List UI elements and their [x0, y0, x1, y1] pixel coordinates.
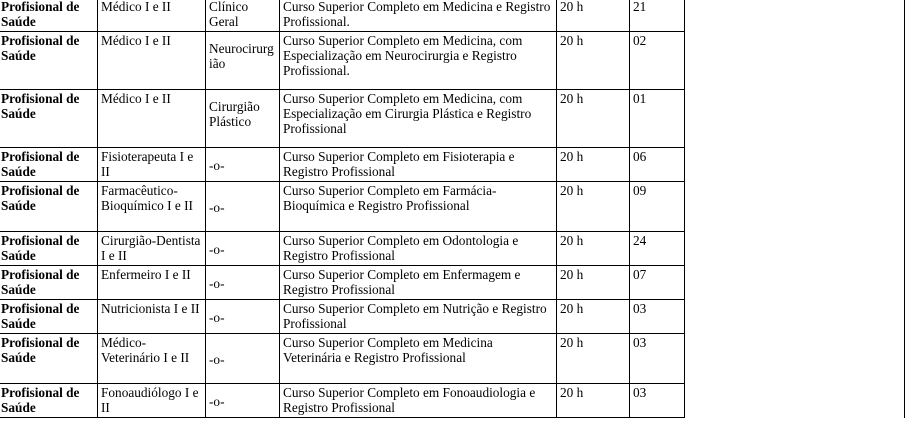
- specialty-cell: -o-: [206, 148, 280, 182]
- specialty-cell: -o-: [206, 384, 280, 418]
- position-cell: Médico I e II: [98, 90, 206, 148]
- hours-cell: 20 h: [557, 90, 630, 148]
- position-cell: Enfermeiro I e II: [98, 266, 206, 300]
- vacancies-cell: 03: [630, 384, 685, 418]
- hours-cell: 20 h: [557, 334, 630, 384]
- position-cell: Cirurgião-Dentista I e II: [98, 232, 206, 266]
- specialty-cell: -o-: [206, 182, 280, 232]
- vacancies-cell: 03: [630, 334, 685, 384]
- specialty-cell: -o-: [206, 232, 280, 266]
- specialty-cell: Cirurgião Plástico: [206, 90, 280, 148]
- vacancies-cell: 09: [630, 182, 685, 232]
- requirement-cell: Curso Superior Completo em Odontologia e Registro Profissional: [280, 232, 557, 266]
- vacancies-cell: 01: [630, 90, 685, 148]
- category-cell: Profisional de Saúde: [0, 384, 98, 418]
- requirement-cell: Curso Superior Completo em Medicina, com Especialização em Cirurgia Plástica e Registro Profissional: [280, 90, 557, 148]
- requirement-cell: Curso Superior Completo em Farmácia-Bioquímica e Registro Profissional: [280, 182, 557, 232]
- hours-cell: 20 h: [557, 148, 630, 182]
- specialty-cell: Clínico Geral: [206, 0, 280, 32]
- category-cell: Profisional de Saúde: [0, 32, 98, 90]
- vacancies-cell: 21: [630, 0, 685, 32]
- requirement-cell: Curso Superior Completo em Fonoaudiologia e Registro Profissional: [280, 384, 557, 418]
- position-cell: Médico-Veterinário I e II: [98, 334, 206, 384]
- category-cell: Profisional de Saúde: [0, 148, 98, 182]
- position-cell: Nutricionista I e II: [98, 300, 206, 334]
- hours-cell: 20 h: [557, 266, 630, 300]
- specialty-cell: -o-: [206, 266, 280, 300]
- hours-cell: 20 h: [557, 0, 630, 32]
- requirement-cell: Curso Superior Completo em Medicina, com Especialização em Neurocirurgia e Registro Profissional.: [280, 32, 557, 90]
- specialty-cell: -o-: [206, 334, 280, 384]
- hours-cell: 20 h: [557, 232, 630, 266]
- position-cell: Fonoaudiólogo I e II: [98, 384, 206, 418]
- category-cell: Profisional de Saúde: [0, 266, 98, 300]
- vacancies-cell: 07: [630, 266, 685, 300]
- blank-column: [685, 0, 905, 418]
- category-cell: Profisional de Saúde: [0, 182, 98, 232]
- category-cell: Profisional de Saúde: [0, 232, 98, 266]
- requirement-cell: Curso Superior Completo em Fisioterapia e Registro Profissional: [280, 148, 557, 182]
- position-cell: Médico I e II: [98, 0, 206, 32]
- requirement-cell: Curso Superior Completo em Medicina Veterinária e Registro Profissional: [280, 334, 557, 384]
- requirement-cell: Curso Superior Completo em Enfermagem e Registro Profissional: [280, 266, 557, 300]
- vacancies-cell: 24: [630, 232, 685, 266]
- category-cell: Profisional de Saúde: [0, 300, 98, 334]
- position-cell: Fisioterapeuta I e II: [98, 148, 206, 182]
- category-cell: Profisional de Saúde: [0, 0, 98, 32]
- hours-cell: 20 h: [557, 32, 630, 90]
- position-cell: Médico I e II: [98, 32, 206, 90]
- vacancies-cell: 03: [630, 300, 685, 334]
- category-cell: Profisional de Saúde: [0, 90, 98, 148]
- vacancies-cell: 02: [630, 32, 685, 90]
- hours-cell: 20 h: [557, 182, 630, 232]
- table-row: [0, 0, 905, 32]
- specialty-cell: -o-: [206, 300, 280, 334]
- category-cell: Profisional de Saúde: [0, 334, 98, 384]
- requirement-cell: Curso Superior Completo em Nutrição e Registro Profissional: [280, 300, 557, 334]
- hours-cell: 20 h: [557, 384, 630, 418]
- position-cell: Farmacêutico-Bioquímico I e II: [98, 182, 206, 232]
- vacancies-cell: 06: [630, 148, 685, 182]
- specialty-cell: Neurocirurgião: [206, 32, 280, 90]
- requirement-cell: Curso Superior Completo em Medicina e Registro Profissional.: [280, 0, 557, 32]
- hours-cell: 20 h: [557, 300, 630, 334]
